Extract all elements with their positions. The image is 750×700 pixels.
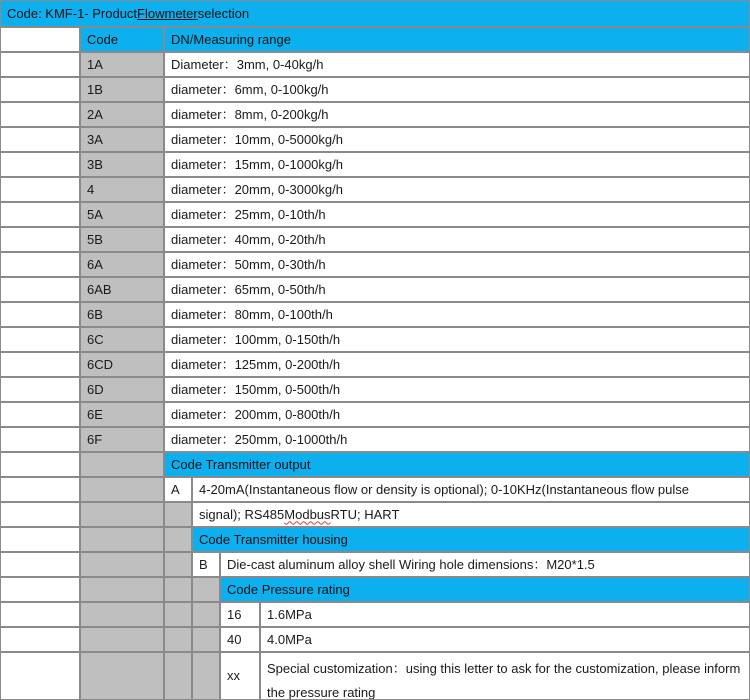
row-blank-cell — [0, 77, 80, 102]
code-cell: 6CD — [80, 352, 164, 377]
shade-cell — [192, 577, 220, 602]
range-cell: diameter：10mm, 0-5000kg/h — [164, 127, 750, 152]
row-blank-cell — [0, 127, 80, 152]
row-blank-cell — [0, 52, 80, 77]
range-cell: diameter：125mm, 0-200th/h — [164, 352, 750, 377]
pressure-code-cell: xx — [220, 652, 260, 700]
shade-cell — [80, 452, 164, 477]
row-blank-cell — [0, 427, 80, 452]
shade-cell — [80, 627, 164, 652]
output-line2-pre: signal); RS485 — [199, 506, 285, 522]
range-cell: diameter：100mm, 0-150th/h — [164, 327, 750, 352]
shade-cell — [164, 552, 192, 577]
code-cell: 6C — [80, 327, 164, 352]
row-blank-cell — [0, 527, 80, 552]
code-cell: 3A — [80, 127, 164, 152]
code-cell: 6B — [80, 302, 164, 327]
shade-cell — [192, 652, 220, 700]
housing-code-cell: B — [192, 552, 220, 577]
output-code-cell: A — [164, 477, 192, 502]
range-cell: diameter：50mm, 0-30th/h — [164, 252, 750, 277]
row-blank-cell — [0, 152, 80, 177]
row-blank-cell — [0, 302, 80, 327]
row-blank-cell — [0, 227, 80, 252]
code-cell: 6D — [80, 377, 164, 402]
transmitter-housing-title: Code Transmitter housing — [192, 527, 750, 552]
transmitter-output-title: Code Transmitter output — [164, 452, 750, 477]
code-cell: 6F — [80, 427, 164, 452]
row-blank-cell — [0, 102, 80, 127]
title-prefix: Code: KMF-1- Product — [7, 5, 138, 21]
shade-cell — [80, 652, 164, 700]
row-blank-cell — [0, 652, 80, 700]
shade-cell — [192, 627, 220, 652]
code-cell: 6AB — [80, 277, 164, 302]
pressure-value-cell: 1.6MPa — [260, 602, 750, 627]
row-blank-cell — [0, 352, 80, 377]
pressure-value-cell: Special customization：using this letter to ask for the customization, please inform the pressure rating — [260, 652, 750, 700]
code-cell: 5A — [80, 202, 164, 227]
code-cell: 5B — [80, 227, 164, 252]
shade-cell — [80, 477, 164, 502]
shade-cell — [80, 502, 164, 527]
range-cell: diameter：40mm, 0-20th/h — [164, 227, 750, 252]
range-cell: diameter：200mm, 0-800th/h — [164, 402, 750, 427]
row-blank-cell — [0, 627, 80, 652]
title-suffix: selection — [197, 5, 250, 21]
output-line1: 4-20mA(Instantaneous flow or density is optional); 0-10KHz(Instantaneous flow pulse — [192, 477, 750, 502]
row-blank-cell — [0, 577, 80, 602]
row-blank-cell — [0, 402, 80, 427]
row-blank-cell — [0, 327, 80, 352]
range-cell: diameter：15mm, 0-1000kg/h — [164, 152, 750, 177]
range-cell: diameter：6mm, 0-100kg/h — [164, 77, 750, 102]
row-blank-cell — [0, 202, 80, 227]
row-blank-cell — [0, 477, 80, 502]
column-header-code: Code — [80, 27, 164, 52]
range-cell: diameter：65mm, 0-50th/h — [164, 277, 750, 302]
shade-cell — [80, 577, 164, 602]
code-cell: 1B — [80, 77, 164, 102]
shade-cell — [164, 652, 192, 700]
output-line2 — [192, 502, 750, 527]
shade-cell — [164, 502, 192, 527]
shade-cell — [164, 527, 192, 552]
shade-cell — [80, 527, 164, 552]
shade-cell — [164, 602, 192, 627]
code-cell: 6E — [80, 402, 164, 427]
pressure-code-cell: 40 — [220, 627, 260, 652]
shade-cell — [192, 602, 220, 627]
row-blank-cell — [0, 552, 80, 577]
code-cell: 2A — [80, 102, 164, 127]
code-cell: 3B — [80, 152, 164, 177]
shade-cell — [80, 552, 164, 577]
row-blank-cell — [0, 177, 80, 202]
code-cell: 6A — [80, 252, 164, 277]
range-cell: diameter：250mm, 0-1000th/h — [164, 427, 750, 452]
output-line2-post: RTU; HART — [330, 506, 400, 522]
shade-cell — [164, 577, 192, 602]
pressure-rating-title: Code Pressure rating — [220, 577, 750, 602]
range-cell: diameter：25mm, 0-10th/h — [164, 202, 750, 227]
row-blank-cell — [0, 452, 80, 477]
row-blank-cell — [0, 502, 80, 527]
page-title — [0, 0, 750, 27]
shade-cell — [164, 627, 192, 652]
row-blank-cell — [0, 377, 80, 402]
row-blank-cell — [0, 602, 80, 627]
row-blank-cell — [0, 252, 80, 277]
shade-cell — [80, 602, 164, 627]
title-underlined: Flowmeter — [137, 5, 198, 21]
range-cell: Diameter：3mm, 0-40kg/h — [164, 52, 750, 77]
column-header-range: DN/Measuring range — [164, 27, 750, 52]
row-blank-cell — [0, 27, 80, 52]
output-line2-mark: Modbus — [284, 506, 331, 522]
pressure-value-cell: 4.0MPa — [260, 627, 750, 652]
row-blank-cell — [0, 277, 80, 302]
range-cell: diameter：20mm, 0-3000kg/h — [164, 177, 750, 202]
code-cell: 4 — [80, 177, 164, 202]
range-cell: diameter：150mm, 0-500th/h — [164, 377, 750, 402]
code-cell: 1A — [80, 52, 164, 77]
pressure-code-cell: 16 — [220, 602, 260, 627]
housing-text: Die-cast aluminum alloy shell Wiring hole dimensions：M20*1.5 — [220, 552, 750, 577]
range-cell: diameter：8mm, 0-200kg/h — [164, 102, 750, 127]
range-cell: diameter：80mm, 0-100th/h — [164, 302, 750, 327]
